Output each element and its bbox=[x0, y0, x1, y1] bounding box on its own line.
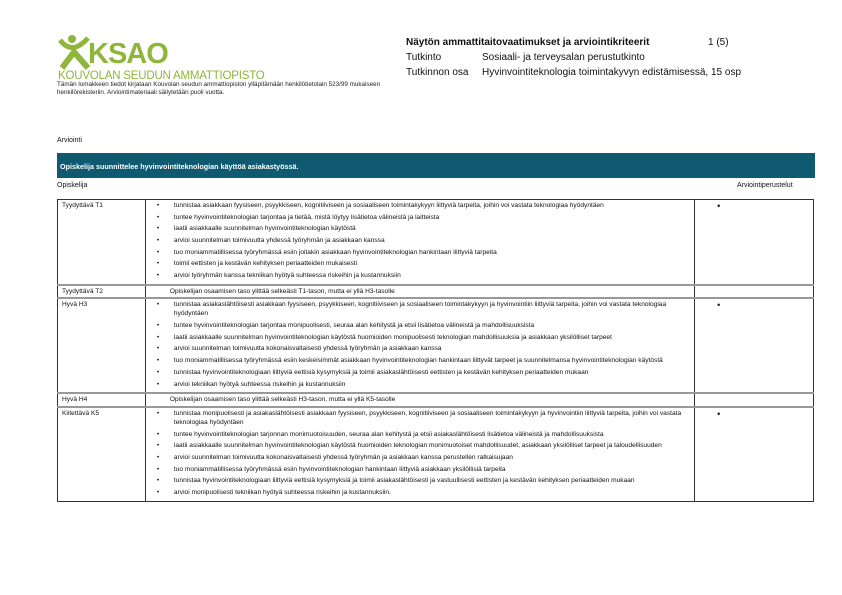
level-cell: Hyvä H3 bbox=[58, 298, 146, 393]
criterion-item: • tuo moniammatillisessa työryhmässä esiin keskeisimmät asiakkaan hyvinvointiteknologian hankintaan liittyvät tarpeet ja suunnitelmansa hyvinvointiteknologian käytöstä bbox=[156, 356, 690, 365]
criteria-row bbox=[58, 298, 814, 393]
privacy-note: Tämän lomakkeen tiedot kirjataan Kouvolan seudun ammattiopiston ylläpitämään henkilötietolain 523/99 mukaiseen henkilörekisteriin. Arviointimateriaali säilytetään puoli vuotta. bbox=[57, 81, 381, 97]
level-cell: Tyydyttävä T1 bbox=[58, 200, 146, 285]
level-cell: Tyydyttävä T2 bbox=[58, 285, 146, 298]
criterion-item: • tuntee hyvinvointiteknologian tarjontaa ja tietää, mistä löytyy lisätietoa välineistä ja laitteista bbox=[156, 213, 690, 222]
evaluation-cell[interactable] bbox=[695, 407, 814, 502]
part-row bbox=[406, 67, 741, 78]
section-label: Arviointi bbox=[57, 137, 82, 144]
column-header-evaluation: Arviointiperustelut bbox=[737, 182, 793, 189]
criterion-item: • arvioi suunnitelman toimivuutta kokonaisvaltaisesti yhdessä työryhmän ja asiakkaan kanssa perustellen ratkaisujaan bbox=[156, 453, 690, 462]
evaluation-cell[interactable] bbox=[695, 200, 814, 285]
bullet-icon: • bbox=[717, 201, 721, 211]
criterion-item: • tuntee hyvinvointiteknologian tarjonnan monimuotoisuuden, seuraa alan kehitystä ja etsii asiakaslähtöisesti lisätietoa välineistä ja mahdollisuuksista bbox=[156, 430, 690, 439]
criteria-row bbox=[58, 407, 814, 502]
level-cell: Kiitettävä K5 bbox=[58, 407, 146, 502]
criterion-item: • arvioi suunnitelman toimivuutta kokonaisvaltaisesti yhdessä työryhmän ja asiakkaan kanssa bbox=[156, 344, 690, 353]
criterion-item: • tunnistaa hyvinvointiteknologiaan liittyviä eettisiä kysymyksiä ja toimii asiakaslähtöisesti ja vastuullisesti eettisten ja kestävän kehityksen periaatteiden mukaan bbox=[156, 476, 690, 485]
level-cell: Hyvä H4 bbox=[58, 393, 146, 406]
criteria-row bbox=[58, 200, 814, 285]
criterion-item: • arvioi työryhmän kanssa tekniikan hyötyä suhteessa riskeihin ja kustannuksiin bbox=[156, 271, 690, 280]
criterion-item: • tunnistaa asiakaslähtöisesti asiakkaan fyysiseen, psyykkiseen, kognitiiviseen ja sosiaaliseen toimintakykyyn ja hyvinvointiin liittyviä tarpeita, joihin voi vastata teknologiaa hyödyntäen bbox=[156, 300, 690, 319]
degree-row bbox=[406, 52, 645, 63]
evaluation-cell[interactable] bbox=[695, 393, 814, 406]
criteria-cell bbox=[145, 200, 694, 285]
criterion-item: • tunnistaa asiakkaan fyysiseen, psyykkiseen, kognitiiviseen ja sosiaaliseen toimintakykyyn liittyviä tarpeita, joihin voi vastata teknologiaa hyödyntäen bbox=[156, 201, 690, 210]
part-label: Tutkinnon osa bbox=[406, 67, 469, 78]
logo-brand: KSAO bbox=[88, 38, 168, 70]
evaluation-cell[interactable] bbox=[695, 298, 814, 393]
degree-value: Sosiaali- ja terveysalan perustutkinto bbox=[482, 52, 645, 63]
criterion-item: • tuo moniammatillisessa työryhmässä esiin joitakin asiakkaan hyvinvointiteknologian hankintaan liittyviä tarpeita bbox=[156, 248, 690, 257]
criteria-row bbox=[58, 285, 814, 298]
page-number: 1 (5) bbox=[708, 37, 729, 48]
level-description: Opiskelijan osaamisen taso ylittää selkeästi T1-tason, mutta ei yllä H3-tasolle bbox=[145, 285, 694, 298]
criterion-item: • tuntee hyvinvointiteknologian tarjontaa monipuolisesti, seuraa alan kehitystä ja etsii lisätietoa välineistä ja mahdollisuuksista bbox=[156, 321, 690, 330]
level-description: Opiskelijan osaamisen taso ylittää selkeästi H3-tason, mutta ei yllä K5-tasolle bbox=[145, 393, 694, 406]
criterion-item: • tunnistaa monipuolisesti ja asiakaslähtöisesti asiakkaan fyysiseen, psyykkiseen, kognitiiviseen ja sosiaaliseen toimintakykyyn ja hyvinvointiin liittyviä tarpeita, joihin voi vastata teknologiaa hyödyntäen bbox=[156, 409, 690, 428]
logo-figure-icon bbox=[58, 34, 92, 70]
criterion-item: • tunnistaa hyvinvointiteknologiaan liittyviä eettisiä kysymyksiä ja toimii asiakaslähtöisesti eettisten ja kestävän kehityksen periaatteiden mukaan bbox=[156, 368, 690, 377]
bullet-icon: • bbox=[717, 300, 721, 311]
criterion-item: • arvioi monipuolisesti tekniikan hyötyä suhteessa riskeihin ja kustannuksiin. bbox=[156, 488, 690, 497]
objective-banner: Opiskelija suunnittelee hyvinvointiteknologian käyttöä asiakastyössä. bbox=[57, 153, 815, 178]
bullet-icon: • bbox=[717, 408, 721, 419]
criteria-row bbox=[58, 393, 814, 406]
column-header-student: Opiskelija bbox=[57, 182, 88, 189]
document-title: Näytön ammattitaitovaatimukset ja arviointikriteerit bbox=[406, 37, 650, 48]
criteria-cell bbox=[145, 407, 694, 502]
criterion-item: • laatii asiakkaalle suunnitelman hyvinvointiteknologian käytöstä huomioiden monipuolisesti teknologian mahdollisuuksia ja asiakkaan yksilölliset tarpeet bbox=[156, 333, 690, 342]
logo-subtitle: KOUVOLAN SEUDUN AMMATTIOPISTO bbox=[58, 70, 265, 82]
criterion-item: • arvioi tekniikan hyötyä suhteessa riskeihin ja kustannuksiin bbox=[156, 380, 690, 389]
criteria-table bbox=[57, 199, 814, 502]
criterion-item: • laatii asiakkaalle suunnitelman hyvinvointiteknologian käytöstä huomioiden teknologian monimuotoiset mahdollisuudet, asiakkaan yksilölliset tarpeet ja taloudellisuuden bbox=[156, 441, 690, 450]
criterion-item: • arvioi suunnitelman toimivuutta yhdessä työryhmän ja asiakkaan kanssa bbox=[156, 236, 690, 245]
degree-label: Tutkinto bbox=[406, 52, 442, 63]
criteria-cell bbox=[145, 298, 694, 393]
criterion-item: • toimii eettisten ja kestävän kehityksen periaatteiden mukaisesti bbox=[156, 259, 690, 268]
part-value: Hyvinvointiteknologia toimintakyvyn edistämisessä, 15 osp bbox=[482, 67, 742, 78]
evaluation-cell[interactable] bbox=[695, 285, 814, 298]
ksao-logo bbox=[58, 34, 308, 84]
criterion-item: • laatii asiakkaalle suunnitelman hyvinvointiteknologian käytöstä bbox=[156, 224, 690, 233]
criterion-item: • tuo moniammatillisessa työryhmässä esiin hyvinvointiteknologian hankintaan liittyviä asiakkaan yksilöllisiä tarpeita bbox=[156, 465, 690, 474]
